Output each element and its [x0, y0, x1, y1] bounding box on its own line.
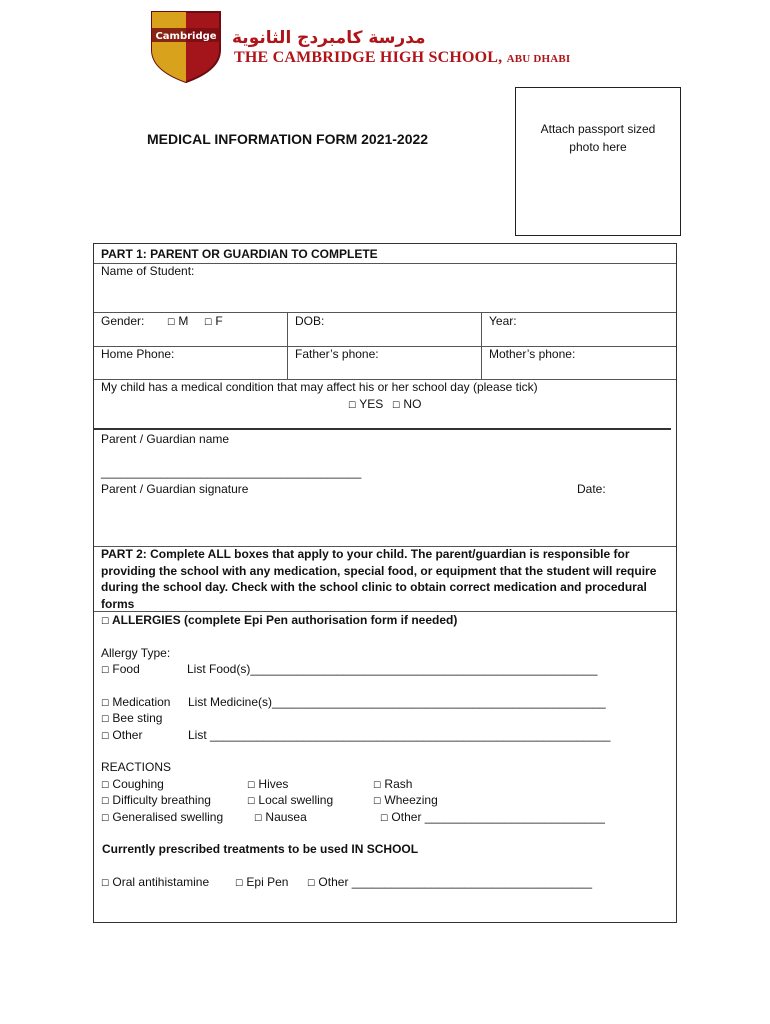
gender-label: Gender:: [101, 314, 145, 328]
checkbox-icon: ☐: [380, 814, 389, 824]
checkbox-icon: ☐: [392, 401, 401, 411]
reaction-hives[interactable]: ☐ Hives: [247, 777, 289, 791]
guardian-name-label: Parent / Guardian name: [101, 432, 230, 446]
checkbox-icon: ☐: [254, 814, 263, 824]
mother-phone-label: Mother’s phone:: [489, 347, 576, 361]
reaction-difficulty-breathing[interactable]: ☐ Difficulty breathing: [101, 793, 211, 807]
checkbox-icon: ☐: [101, 617, 110, 627]
reaction-other[interactable]: ☐ Other ___________________________: [380, 810, 605, 824]
student-name-label: Name of Student:: [101, 264, 195, 278]
condition-no-option[interactable]: ☐ NO: [392, 397, 422, 411]
checkbox-icon: ☐: [101, 814, 110, 824]
food-option[interactable]: ☐ Food: [101, 662, 140, 676]
school-name-english: THE CAMBRIDGE HIGH SCHOOL, ABU DHABI: [234, 49, 571, 66]
other-allergy-option[interactable]: ☐ Other: [101, 728, 143, 742]
reactions-label: REACTIONS: [101, 760, 172, 774]
reaction-local-swelling[interactable]: ☐ Local swelling: [247, 793, 334, 807]
photo-box-line1: Attach passport sized: [540, 122, 656, 136]
photo-box-line2: photo here: [569, 140, 627, 154]
medication-option[interactable]: ☐ Medication: [101, 695, 171, 709]
checkbox-icon: ☐: [247, 781, 256, 791]
checkbox-icon: ☐: [247, 797, 256, 807]
year-label: Year:: [489, 314, 517, 328]
checkbox-icon: ☐: [235, 879, 244, 889]
checkbox-icon: ☐: [101, 879, 110, 889]
checkbox-icon: ☐: [348, 401, 357, 411]
checkbox-icon: ☐: [101, 715, 110, 725]
gender-m-option[interactable]: ☐ M: [167, 314, 189, 328]
photo-attach-box[interactable]: [515, 87, 681, 236]
checkbox-icon: ☐: [373, 781, 382, 791]
condition-yes-option[interactable]: ☐ YES: [348, 397, 384, 411]
school-crest-logo: [150, 10, 222, 84]
reaction-coughing[interactable]: ☐ Coughing: [101, 777, 164, 791]
treatment-other[interactable]: ☐ Other ____________________________________: [307, 875, 593, 889]
checkbox-icon: ☐: [307, 879, 316, 889]
treatment-epi-pen[interactable]: ☐ Epi Pen: [235, 875, 289, 889]
checkbox-icon: ☐: [101, 666, 110, 676]
checkbox-icon: ☐: [101, 797, 110, 807]
checkbox-icon: ☐: [204, 318, 213, 328]
list-foods-line[interactable]: List Food(s)____________________________________________________: [187, 662, 598, 676]
reaction-wheezing[interactable]: ☐ Wheezing: [373, 793, 438, 807]
bee-sting-option[interactable]: ☐ Bee sting: [101, 711, 163, 725]
form-title: MEDICAL INFORMATION FORM 2021-2022: [147, 131, 429, 147]
gender-f-option[interactable]: ☐ F: [204, 314, 223, 328]
treatments-label: Currently prescribed treatments to be used IN SCHOOL: [102, 842, 419, 856]
condition-question: My child has a medical condition that may affect his or her school day (please tick): [101, 380, 538, 394]
checkbox-icon: ☐: [101, 781, 110, 791]
allergies-option[interactable]: ☐ ALLERGIES (complete Epi Pen authorisation form if needed): [101, 613, 458, 627]
reaction-generalised-swelling[interactable]: ☐ Generalised swelling: [101, 810, 224, 824]
allergy-type-label: Allergy Type:: [101, 646, 171, 660]
crest-text: Cambridge: [155, 31, 217, 42]
father-phone-label: Father’s phone:: [295, 347, 379, 361]
dob-label: DOB:: [295, 314, 325, 328]
list-medicines-line[interactable]: List Medicine(s)__________________________________________________: [188, 695, 606, 709]
form-table: [93, 243, 677, 923]
student-name-field[interactable]: [96, 280, 674, 310]
school-name-arabic: مدرسة كامبردج الثانوية: [232, 28, 426, 48]
checkbox-icon: ☐: [101, 699, 110, 709]
reaction-nausea[interactable]: ☐ Nausea: [254, 810, 307, 824]
school-location: ABU DHABI: [506, 53, 571, 65]
reaction-rash[interactable]: ☐ Rash: [373, 777, 413, 791]
list-other-line[interactable]: List ____________________________________________________________: [188, 728, 611, 742]
checkbox-icon: ☐: [101, 732, 110, 742]
part2-heading: PART 2: Complete ALL boxes that apply to your child. The parent/guardian is responsible for providing the school with any medication, special food, or equipment that the student will require during the school day. Check with the school clinic to obtain correct medication and procedural forms: [101, 547, 657, 611]
signature-label: Parent / Guardian signature: [101, 482, 249, 496]
home-phone-label: Home Phone:: [101, 347, 175, 361]
part1-heading: PART 1: PARENT OR GUARDIAN TO COMPLETE: [101, 247, 378, 261]
checkbox-icon: ☐: [167, 318, 176, 328]
treatment-oral-antihistamine[interactable]: ☐ Oral antihistamine: [101, 875, 210, 889]
date-label: Date:: [577, 482, 606, 496]
signature-line[interactable]: _______________________________________: [101, 465, 362, 479]
checkbox-icon: ☐: [373, 797, 382, 807]
